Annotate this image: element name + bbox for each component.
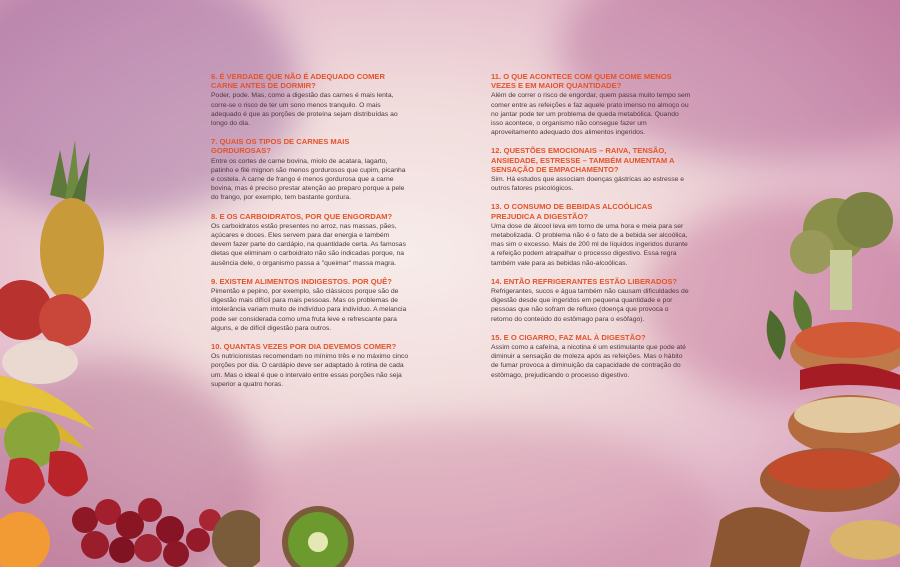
faq-item [491,72,691,137]
faq-question: 6. É VERDADE QUE NÃO É ADEQUADO COMER CARNE ANTES DE DORMIR? [211,72,385,91]
faq-answer: Uma dose de álcool leva em torno de uma hora e meia para ser metabolizada. O problema não é o fato de a bebida ser alcoólica, mas sim o excesso. Mais de 200 ml de líquidos ingeridos durante a refeição podem atrapalhar o processo digestivo. Essa regra também vale para as bebidas não-alcoólicas. [491,222,688,267]
faq-question: 9. EXISTEM ALIMENTOS INDIGESTOS. POR QUÊ? [211,276,392,286]
faq-item [491,202,691,267]
faq-answer: Pimentão e pepino, por exemplo, são clássicos porque são de digestão mais difícil para mais pessoas. Mas os problemas de intolerância variam muito de indivíduo para indivíduo. A melancia pode ser considerada como uma fruta leve e refrescante para alguns, e de difícil digestão para outros. [211,288,407,332]
faq-answer: Além de correr o risco de engordar, quem passa muito tempo sem comer entre as refeições e faz aquele prato imenso no almoço ou no jantar pode ter um problema de queda metabólica. Quando isso acontece, o organismo não consegue fazer um aproveitamento adequado dos alimentos ingeridos. [491,92,691,137]
faq-answer: Refrigerantes, sucos e água também não causam dificuldades de digestão desde que ingeridos em pequena quantidade e por pessoas que não sofram de refluxo (doença que provoca o retorno do conteúdo do estômago para o esôfago). [491,288,689,323]
faq-answer: Poder, pode. Mas, como a digestão das carnes é mais lenta, corre-se o risco de ter um sono menos tranquilo. O mais adequado é que as porções de proteína sejam distribuídas ao longo do dia. [211,92,398,128]
faq-question: 14. ENTÃO REFRIGERANTES ESTÃO LIBERADOS? [491,276,678,286]
faq-question: 10. QUANTAS VEZES POR DIA DEVEMOS COMER? [211,342,397,352]
red-lentils-icon [768,450,892,490]
faq-item [491,277,691,324]
faq-answer: Sim. Há estudos que associam doenças gástricas ao estresse e outros fatores psicológicos. [491,176,685,193]
strawberry-icon [48,451,88,497]
faq-item [211,137,411,202]
faq-question: 15. E O CIGARRO, FAZ MAL À DIGESTÃO? [491,332,646,342]
lentils-icon [795,322,900,358]
faq-answer: Assim como a cafeína, a nicotina é um estimulante que pode até diminuir a sensação de moleza após as refeições. Mas o hábito de fumar provoca a diminuição da capacidade de contração do estômago, prejudicando o processo digestivo. [491,344,686,379]
faq-question: 12. QUESTÕES EMOCIONAIS – RAIVA, TENSÃO, ANSIEDADE, ESTRESSE – TAMBÉM AUMENTAM A SENSAÇÃO DE EMPACHAMENTO? [491,146,675,174]
orange-icon [0,512,50,567]
pineapple-icon [40,140,104,302]
cherries-icon [72,498,221,567]
faq-item [211,277,411,333]
faq-column-right [491,72,691,389]
faq-item [211,212,411,268]
faq-answer: Os carboidratos estão presentes no arroz, nas massas, pães, açúcares e doces. Eles servem para dar energia e também devem fazer parte do cardápio, na quantidade certa. As famosas dietas que eliminam o carboidrato não são indicadas porque, na ausência dele, o organismo passa a "queimar" massa magra. [211,222,406,267]
faq-answer: Entre os cortes de carne bovina, miolo de acatara, lagarto, patinho e filé mignon são menos gordurosos que cupim, picanha e costela. A carne de frango é menos gordurosa que a carne bovina, mas é preciso prestar atenção ao preparo porque a pele do frango, por exemplo, tem bastante gordura. [211,157,406,202]
wooden-spoon-icon [710,507,810,567]
faq-question: 11. O QUE ACONTECE COM QUEM COME MENOS VEZES E EM MAIOR QUANTIDADE? [491,72,672,91]
apple-slice-icon [2,340,78,384]
faq-question: 7. QUAIS OS TIPOS DE CARNES MAIS GORDUROSAS? [211,137,350,156]
spice-illustration-right [700,190,900,567]
faq-question: 13. O CONSUMO DE BEBIDAS ALCOÓLICAS PREJUDICA A DIGESTÃO? [491,202,653,221]
leaf-icon [767,310,786,360]
faq-item [491,146,691,193]
faq-item [211,72,411,128]
faq-question: 8. E OS CARBOIDRATOS, POR QUE ENGORDAM? [211,211,393,221]
kiwi-slice-illustration [278,500,358,567]
faq-answer: Os nutricionistas recomendam no mínimo três e no máximo cinco porções por dia. O cardápio deve ser adaptado à rotina de cada um. Mas o ideal é que o intervalo entre essas porções não seja superior a quatro horas. [211,353,409,388]
faq-column-left [211,72,411,398]
faq-item [491,333,691,380]
faq-item [211,342,411,389]
apple-icon [39,294,91,346]
broccoli-icon [790,192,893,310]
grains-icon [830,520,900,560]
